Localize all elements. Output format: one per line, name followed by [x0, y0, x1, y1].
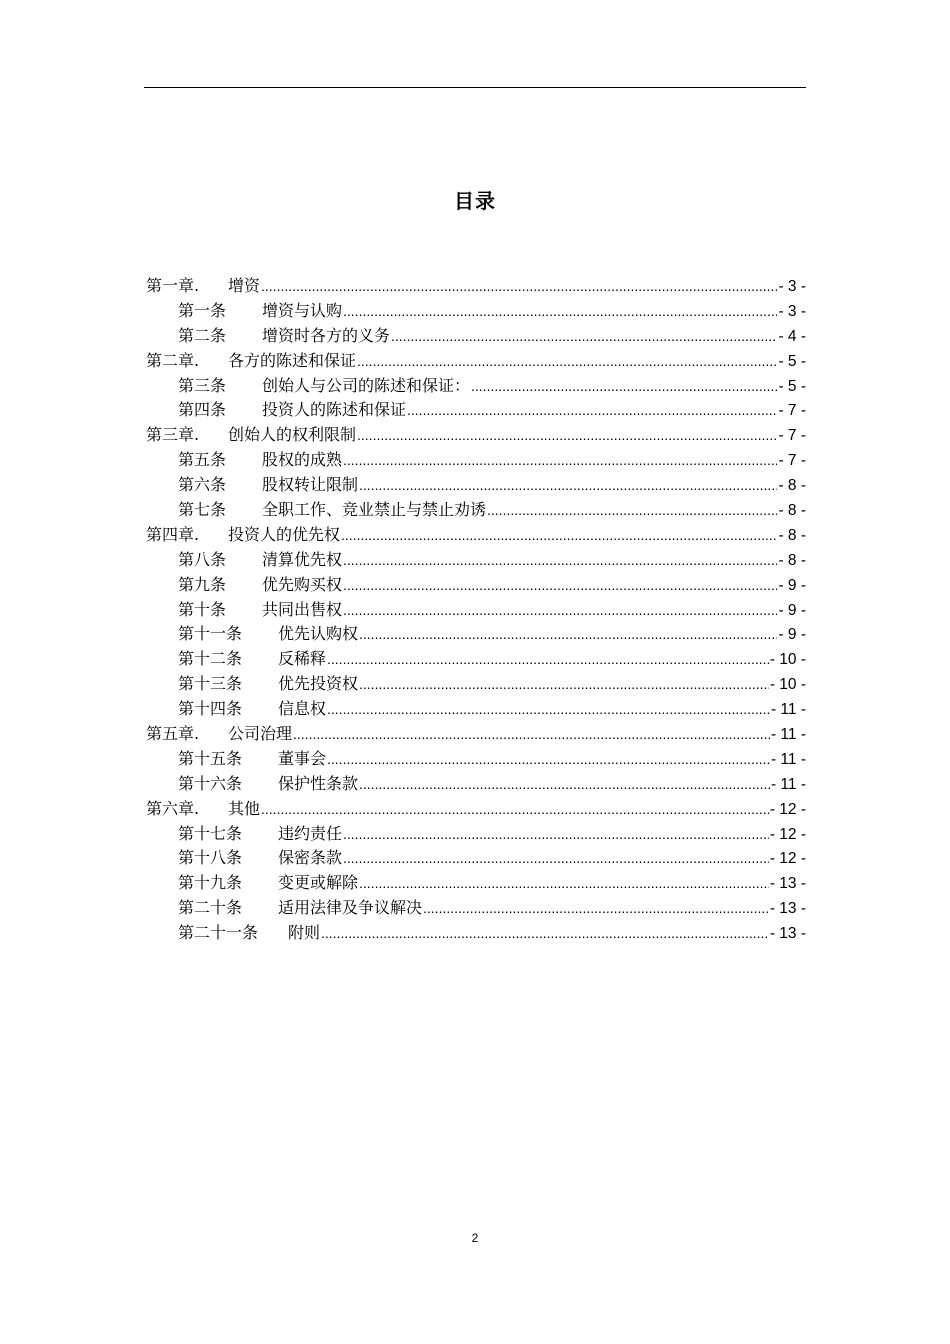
toc-entry-title: 反稀释	[278, 649, 327, 669]
toc-article-entry[interactable]	[146, 299, 806, 324]
toc-article-entry[interactable]	[146, 672, 806, 697]
toc-entry-page: - 7 -	[778, 452, 806, 470]
toc-entry-title: 董事会	[278, 748, 327, 768]
toc-entry-number: 第四条	[178, 400, 227, 420]
toc-article-entry[interactable]	[146, 747, 806, 772]
toc-entry-number: 第九条	[178, 574, 227, 594]
toc-entry-number: 第五章.	[146, 724, 200, 744]
toc-entry-page: - 5 -	[778, 377, 806, 395]
toc-dot-leader	[487, 498, 777, 523]
toc-entry-number: 第十八条	[178, 848, 243, 868]
toc-entry-title: 各方的陈述和保证	[228, 350, 357, 370]
toc-entry-title: 保密条款	[278, 848, 343, 868]
toc-dot-leader	[359, 622, 777, 647]
toc-entry-number: 第六条	[178, 475, 227, 495]
toc-article-entry[interactable]	[146, 846, 806, 871]
toc-entry-page: - 11 -	[770, 775, 806, 793]
toc-entry-title: 投资人的优先权	[228, 524, 341, 544]
toc-dot-leader	[357, 423, 777, 448]
toc-article-entry[interactable]	[146, 448, 806, 473]
toc-entry-number: 第一章.	[146, 276, 200, 295]
toc-dot-leader	[327, 697, 770, 722]
toc-article-entry[interactable]	[146, 473, 806, 498]
toc-entry-page: - 9 -	[778, 626, 806, 644]
toc-entry-page: - 11 -	[770, 726, 806, 744]
toc-entry-number: 第十九条	[178, 873, 243, 893]
toc-entry-title: 创始人与公司的陈述和保证：	[262, 375, 471, 395]
toc-entry-page: - 13 -	[769, 900, 806, 918]
toc-entry-title: 清算优先权	[262, 549, 343, 569]
toc-chapter-entry[interactable]	[146, 523, 806, 548]
toc-entry-page: - 13 -	[769, 925, 806, 943]
toc-entry-title: 全职工作、竞业禁止与禁止劝诱	[262, 500, 487, 520]
toc-article-entry[interactable]	[146, 647, 806, 672]
toc-entry-number: 第三章.	[146, 425, 200, 445]
toc-article-entry[interactable]	[146, 822, 806, 847]
toc-article-entry[interactable]	[146, 622, 806, 647]
toc-article-entry[interactable]	[146, 324, 806, 349]
toc-entry-title: 其他	[228, 798, 261, 818]
toc-entry-number: 第二十一条	[178, 923, 259, 943]
toc-entry-page: - 10 -	[769, 676, 806, 694]
toc-dot-leader	[423, 896, 769, 921]
toc-entry-page: - 8 -	[778, 502, 806, 520]
toc-entry-title: 违约责任	[278, 823, 343, 843]
toc-dot-leader	[343, 548, 777, 573]
toc-entry-title: 优先投资权	[278, 674, 359, 694]
toc-dot-leader	[357, 349, 777, 374]
toc-entry-number: 第十四条	[178, 699, 243, 719]
toc-entry-number: 第五条	[178, 450, 227, 470]
toc-entry-page: - 9 -	[778, 576, 806, 594]
toc-entry-page: - 12 -	[769, 800, 806, 818]
toc-dot-leader	[343, 598, 777, 623]
toc-dot-leader	[359, 772, 770, 797]
toc-entry-page: - 7 -	[778, 402, 806, 420]
toc-entry-title: 股权的成熟	[262, 450, 343, 470]
toc-entry-page: - 13 -	[769, 875, 806, 893]
toc-entry-page: - 10 -	[769, 651, 806, 669]
toc-entry-number: 第七条	[178, 500, 227, 520]
toc-entry-page: - 11 -	[770, 701, 806, 719]
toc-entry-number: 第四章.	[146, 524, 200, 544]
toc-entry-number: 第十一条	[178, 624, 243, 644]
toc-entry-page: - 8 -	[778, 526, 806, 544]
toc-dot-leader	[343, 573, 777, 598]
toc-entry-title: 附则	[288, 923, 321, 943]
toc-entry-page: - 4 -	[778, 327, 806, 345]
toc-article-entry[interactable]	[146, 548, 806, 573]
toc-dot-leader	[359, 473, 777, 498]
toc-entry-page: - 5 -	[778, 352, 806, 370]
toc-entry-number: 第一条	[178, 300, 227, 320]
toc-entry-page: - 12 -	[769, 825, 806, 843]
toc-article-entry[interactable]	[146, 921, 806, 946]
toc-entry-number: 第二章.	[146, 350, 200, 370]
toc-entry-title: 共同出售权	[262, 599, 343, 619]
toc-dot-leader	[261, 797, 769, 822]
toc-dot-leader	[359, 672, 769, 697]
toc-article-entry[interactable]	[146, 598, 806, 623]
toc-entry-number: 第二十条	[178, 898, 243, 918]
toc-entry-title: 创始人的权利限制	[228, 425, 357, 445]
toc-entry-title: 股权转让限制	[262, 475, 359, 495]
toc-dot-leader	[343, 299, 777, 324]
toc-chapter-entry[interactable]	[146, 722, 806, 747]
page-number: 2	[471, 1231, 479, 1245]
toc-entry-number: 第十七条	[178, 823, 243, 843]
toc-entry-number: 第六章.	[146, 798, 200, 818]
toc-entry-page: - 11 -	[770, 750, 806, 768]
toc-entry-number: 第八条	[178, 549, 227, 569]
toc-dot-leader	[343, 822, 769, 847]
toc-chapter-entry[interactable]	[146, 349, 806, 374]
toc-dot-leader	[343, 448, 777, 473]
toc-dot-leader	[343, 846, 769, 871]
toc-entry-number: 第十二条	[178, 649, 243, 669]
toc-dot-leader	[261, 274, 777, 299]
toc-article-entry[interactable]	[146, 896, 806, 921]
toc-article-entry[interactable]	[146, 772, 806, 797]
toc-entry-number: 第十六条	[178, 773, 243, 793]
toc-entry-page: - 12 -	[769, 850, 806, 868]
toc-entry-number: 第十三条	[178, 674, 243, 694]
toc-dot-leader	[359, 871, 769, 896]
toc-entry-page: - 8 -	[778, 551, 806, 569]
toc-dot-leader	[327, 747, 770, 772]
toc-dot-leader	[321, 921, 769, 946]
toc-entry-title: 变更或解除	[278, 873, 359, 893]
toc-entry-title: 增资与认购	[262, 300, 343, 320]
toc-entry-title: 优先购买权	[262, 574, 343, 594]
toc-entry-page: - 7 -	[778, 427, 806, 445]
toc-dot-leader	[471, 374, 777, 399]
toc-entry-title: 投资人的陈述和保证	[262, 400, 407, 420]
toc-entry-page: - 3 -	[778, 278, 806, 295]
toc-article-entry[interactable]	[146, 398, 806, 423]
toc-article-entry[interactable]	[146, 697, 806, 722]
toc-entry-number: 第三条	[178, 375, 227, 395]
toc-dot-leader	[407, 398, 777, 423]
toc-entry-title: 优先认购权	[278, 624, 359, 644]
toc-article-entry[interactable]	[146, 573, 806, 598]
toc-entry-page: - 9 -	[778, 601, 806, 619]
toc-title: 目录	[454, 189, 496, 213]
toc-entry-title: 保护性条款	[278, 773, 359, 793]
toc-entry-title: 增资时各方的义务	[262, 325, 391, 345]
toc-entry-number: 第二条	[178, 325, 227, 345]
toc-entry-number: 第十五条	[178, 748, 243, 768]
toc-dot-leader	[293, 722, 770, 747]
toc-article-entry[interactable]	[146, 374, 806, 399]
toc-article-entry[interactable]	[146, 498, 806, 523]
toc-entry-title: 信息权	[278, 699, 327, 719]
toc-dot-leader	[341, 523, 777, 548]
header-rule	[144, 87, 806, 88]
toc-entry-title: 适用法律及争议解决	[278, 898, 423, 918]
toc-dot-leader	[391, 324, 777, 349]
toc-entry-page: - 8 -	[778, 477, 806, 495]
toc-chapter-entry[interactable]	[146, 797, 806, 822]
toc-entry-number: 第十条	[178, 599, 227, 619]
toc-entry-page: - 3 -	[778, 302, 806, 320]
toc-entry-title: 增资	[228, 276, 261, 295]
toc-chapter-entry[interactable]	[146, 423, 806, 448]
toc-article-entry[interactable]	[146, 871, 806, 896]
toc-entry-title: 公司治理	[228, 724, 293, 744]
table-of-contents	[146, 274, 806, 946]
toc-dot-leader	[327, 647, 769, 672]
toc-chapter-entry[interactable]	[146, 274, 806, 299]
